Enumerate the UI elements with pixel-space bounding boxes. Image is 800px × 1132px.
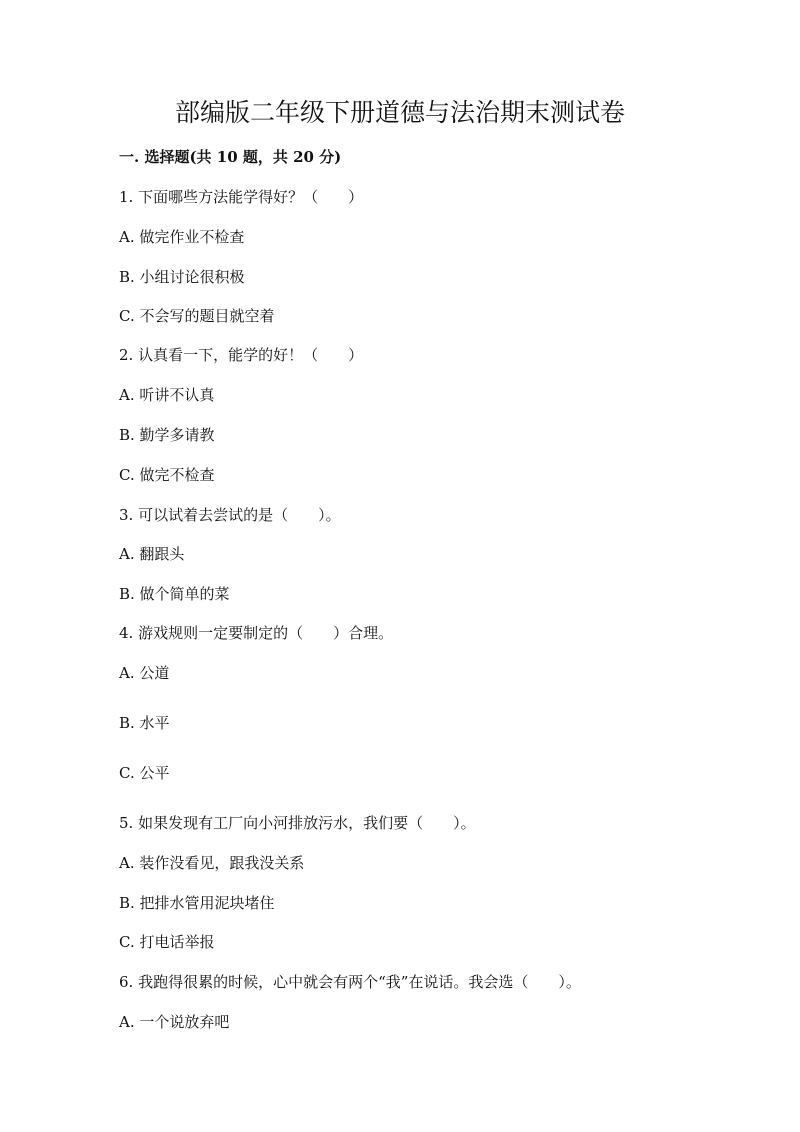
question-2-option-b: B. 勤学多请教 <box>119 426 215 444</box>
section-heading: 一. 选择题(共 10 题，共 20 分) <box>119 148 342 166</box>
question-5-stem: 5. 如果发现有工厂向小河排放污水，我们要（ ）。 <box>119 814 476 832</box>
question-6-option-a: A. 一个说放弃吧 <box>119 1013 230 1031</box>
question-3-option-a: A. 翻跟头 <box>119 545 185 563</box>
question-4-stem: 4. 游戏规则一定要制定的（ ）合理。 <box>119 624 394 642</box>
question-1-option-b: B. 小组讨论很积极 <box>119 268 245 286</box>
question-1-option-c: C. 不会写的题目就空着 <box>119 307 275 325</box>
question-5-option-a: A. 装作没看见，跟我没关系 <box>119 854 305 872</box>
question-2-option-c: C. 做完不检查 <box>119 466 215 484</box>
question-2-stem: 2. 认真看一下，能学的好！（ ） <box>119 346 364 364</box>
question-4-option-b: B. 水平 <box>119 714 170 732</box>
question-1-option-a: A. 做完作业不检查 <box>119 228 245 246</box>
question-2-option-a: A. 听讲不认真 <box>119 386 215 404</box>
question-1-stem: 1. 下面哪些方法能学得好？（ ） <box>119 188 364 206</box>
question-6-stem: 6. 我跑得很累的时候，心中就会有两个“我”在说话。我会选（ ）。 <box>119 973 581 991</box>
question-5-option-c: C. 打电话举报 <box>119 933 215 951</box>
question-5-option-b: B. 把排水管用泥块堵住 <box>119 894 275 912</box>
question-3-stem: 3. 可以试着去尝试的是（ ）。 <box>119 506 341 524</box>
page-title: 部编版二年级下册道德与法治期末测试卷 <box>174 98 625 127</box>
question-4-option-a: A. 公道 <box>119 664 170 682</box>
question-3-option-b: B. 做个简单的菜 <box>119 585 230 603</box>
question-4-option-c: C. 公平 <box>119 764 170 782</box>
